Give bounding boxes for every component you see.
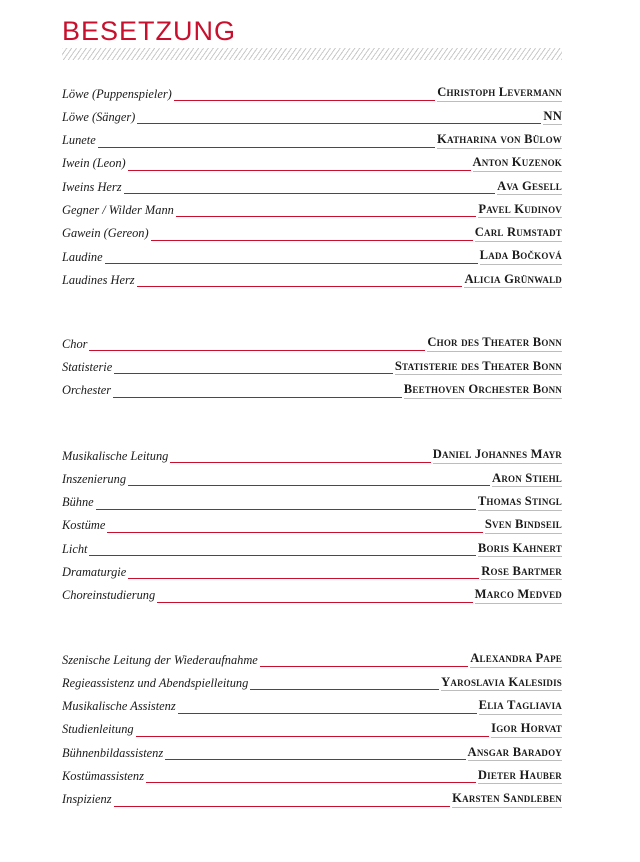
role-label: Inszenierung [62,471,127,486]
cast-section-assistants [62,650,562,813]
performer-name: Marco Medved [475,588,562,604]
leader-line [124,193,496,194]
performer-name: Elia Tagliavia [479,699,562,715]
performer-name: Pavel Kudinov [478,203,562,219]
cast-row [62,743,562,761]
leader-line [137,286,463,287]
role-label: Laudines Herz [62,272,135,287]
cast-row [62,247,562,265]
role-label: Inspizienz [62,792,112,807]
role-label: Iweins Herz [62,179,122,194]
leader-line [165,759,465,760]
leader-line [151,240,473,241]
cast-row [62,697,562,715]
cast-row [62,200,562,218]
cast-row [62,270,562,288]
performer-name: Ava Gesell [497,180,562,196]
role-label: Löwe (Puppenspieler) [62,86,172,101]
role-label: Szenische Leitung der Wiederaufnahme [62,652,258,667]
performer-name: Daniel Johannes Mayr [433,448,562,464]
hatched-divider [62,48,562,60]
role-label: Statisterie [62,359,113,374]
performer-name: Statisterie des Theater Bonn [395,360,562,376]
cast-row [62,493,562,511]
leader-line [114,806,451,807]
performer-name: Thomas Stingl [478,495,562,511]
performer-name: Ansgar Baradoy [468,746,562,762]
cast-row [62,650,562,668]
leader-line [250,689,439,690]
performer-name: Beethoven Orchester Bonn [404,383,562,399]
leader-line [136,736,490,737]
performer-name: NN [543,110,562,126]
role-label: Gawein (Gereon) [62,226,149,241]
role-label: Bühnenbildassistenz [62,745,164,760]
performer-name: Katharina von Bülow [437,133,562,149]
performer-name: Yaroslavia Kalesidis [441,676,562,692]
leader-line [174,100,435,101]
leader-line [128,485,490,486]
leader-line [260,666,468,667]
role-label: Lunete [62,133,96,148]
leader-line [113,397,402,398]
leader-line [157,602,473,603]
performer-name: Lada Bočková [480,249,562,265]
cast-row [62,539,562,557]
performer-name: Alexandra Pape [470,652,562,668]
cast-row [62,720,562,738]
cast-row [62,131,562,149]
performer-name: Christoph Levermann [437,86,562,102]
cast-section-roles [62,84,562,294]
cast-row [62,766,562,784]
cast-row [62,562,562,580]
role-label: Laudine [62,249,103,264]
cast-row [62,381,562,399]
role-label: Bühne [62,495,94,510]
cast-row [62,446,562,464]
performer-name: Igor Horvat [491,722,562,738]
cast-section-production-team [62,446,562,609]
performer-name: Dieter Hauber [478,769,562,785]
leader-line [137,123,541,124]
leader-line [146,782,476,783]
leader-line [176,216,477,217]
role-label: Chor [62,336,88,351]
leader-line [178,713,477,714]
role-label: Iwein (Leon) [62,156,126,171]
leader-line [89,350,425,351]
cast-row [62,84,562,102]
cast-row [62,586,562,604]
cast-row [62,357,562,375]
performer-name: Carl Rumstadt [475,226,562,242]
cast-section-ensembles [62,334,562,404]
performer-name: Anton Kuzenok [473,156,563,172]
leader-line [98,147,435,148]
leader-line [107,532,482,533]
role-label: Kostümassistenz [62,769,144,784]
performer-name: Chor des Theater Bonn [427,336,562,352]
cast-row [62,334,562,352]
cast-row [62,790,562,808]
cast-row [62,177,562,195]
role-label: Musikalische Assistenz [62,699,176,714]
performer-name: Alicia Grünwald [464,273,562,289]
role-label: Choreinstudierung [62,588,156,603]
leader-line [105,263,478,264]
role-label: Musikalische Leitung [62,448,169,463]
leader-line [114,373,393,374]
page-title: BESETZUNG [62,16,237,46]
performer-name: Rose Bartmer [481,565,562,581]
cast-row [62,673,562,691]
leader-line [128,170,471,171]
role-label: Licht [62,541,88,556]
performer-name: Aron Stiehl [492,472,562,488]
performer-name: Karsten Sandleben [452,792,562,808]
role-label: Gegner / Wilder Mann [62,203,174,218]
role-label: Kostüme [62,518,106,533]
leader-line [128,578,479,579]
leader-line [96,509,476,510]
role-label: Studienleitung [62,722,134,737]
role-label: Orchester [62,383,112,398]
performer-name: Sven Bindseil [485,518,562,534]
cast-row [62,516,562,534]
cast-row [62,224,562,242]
role-label: Regieassistenz und Abendspielleitung [62,675,249,690]
cast-row [62,107,562,125]
leader-line [89,555,475,556]
leader-line [170,462,430,463]
role-label: Dramaturgie [62,565,127,580]
role-label: Löwe (Sänger) [62,109,136,124]
performer-name: Boris Kahnert [478,542,562,558]
cast-row [62,469,562,487]
cast-row [62,154,562,172]
